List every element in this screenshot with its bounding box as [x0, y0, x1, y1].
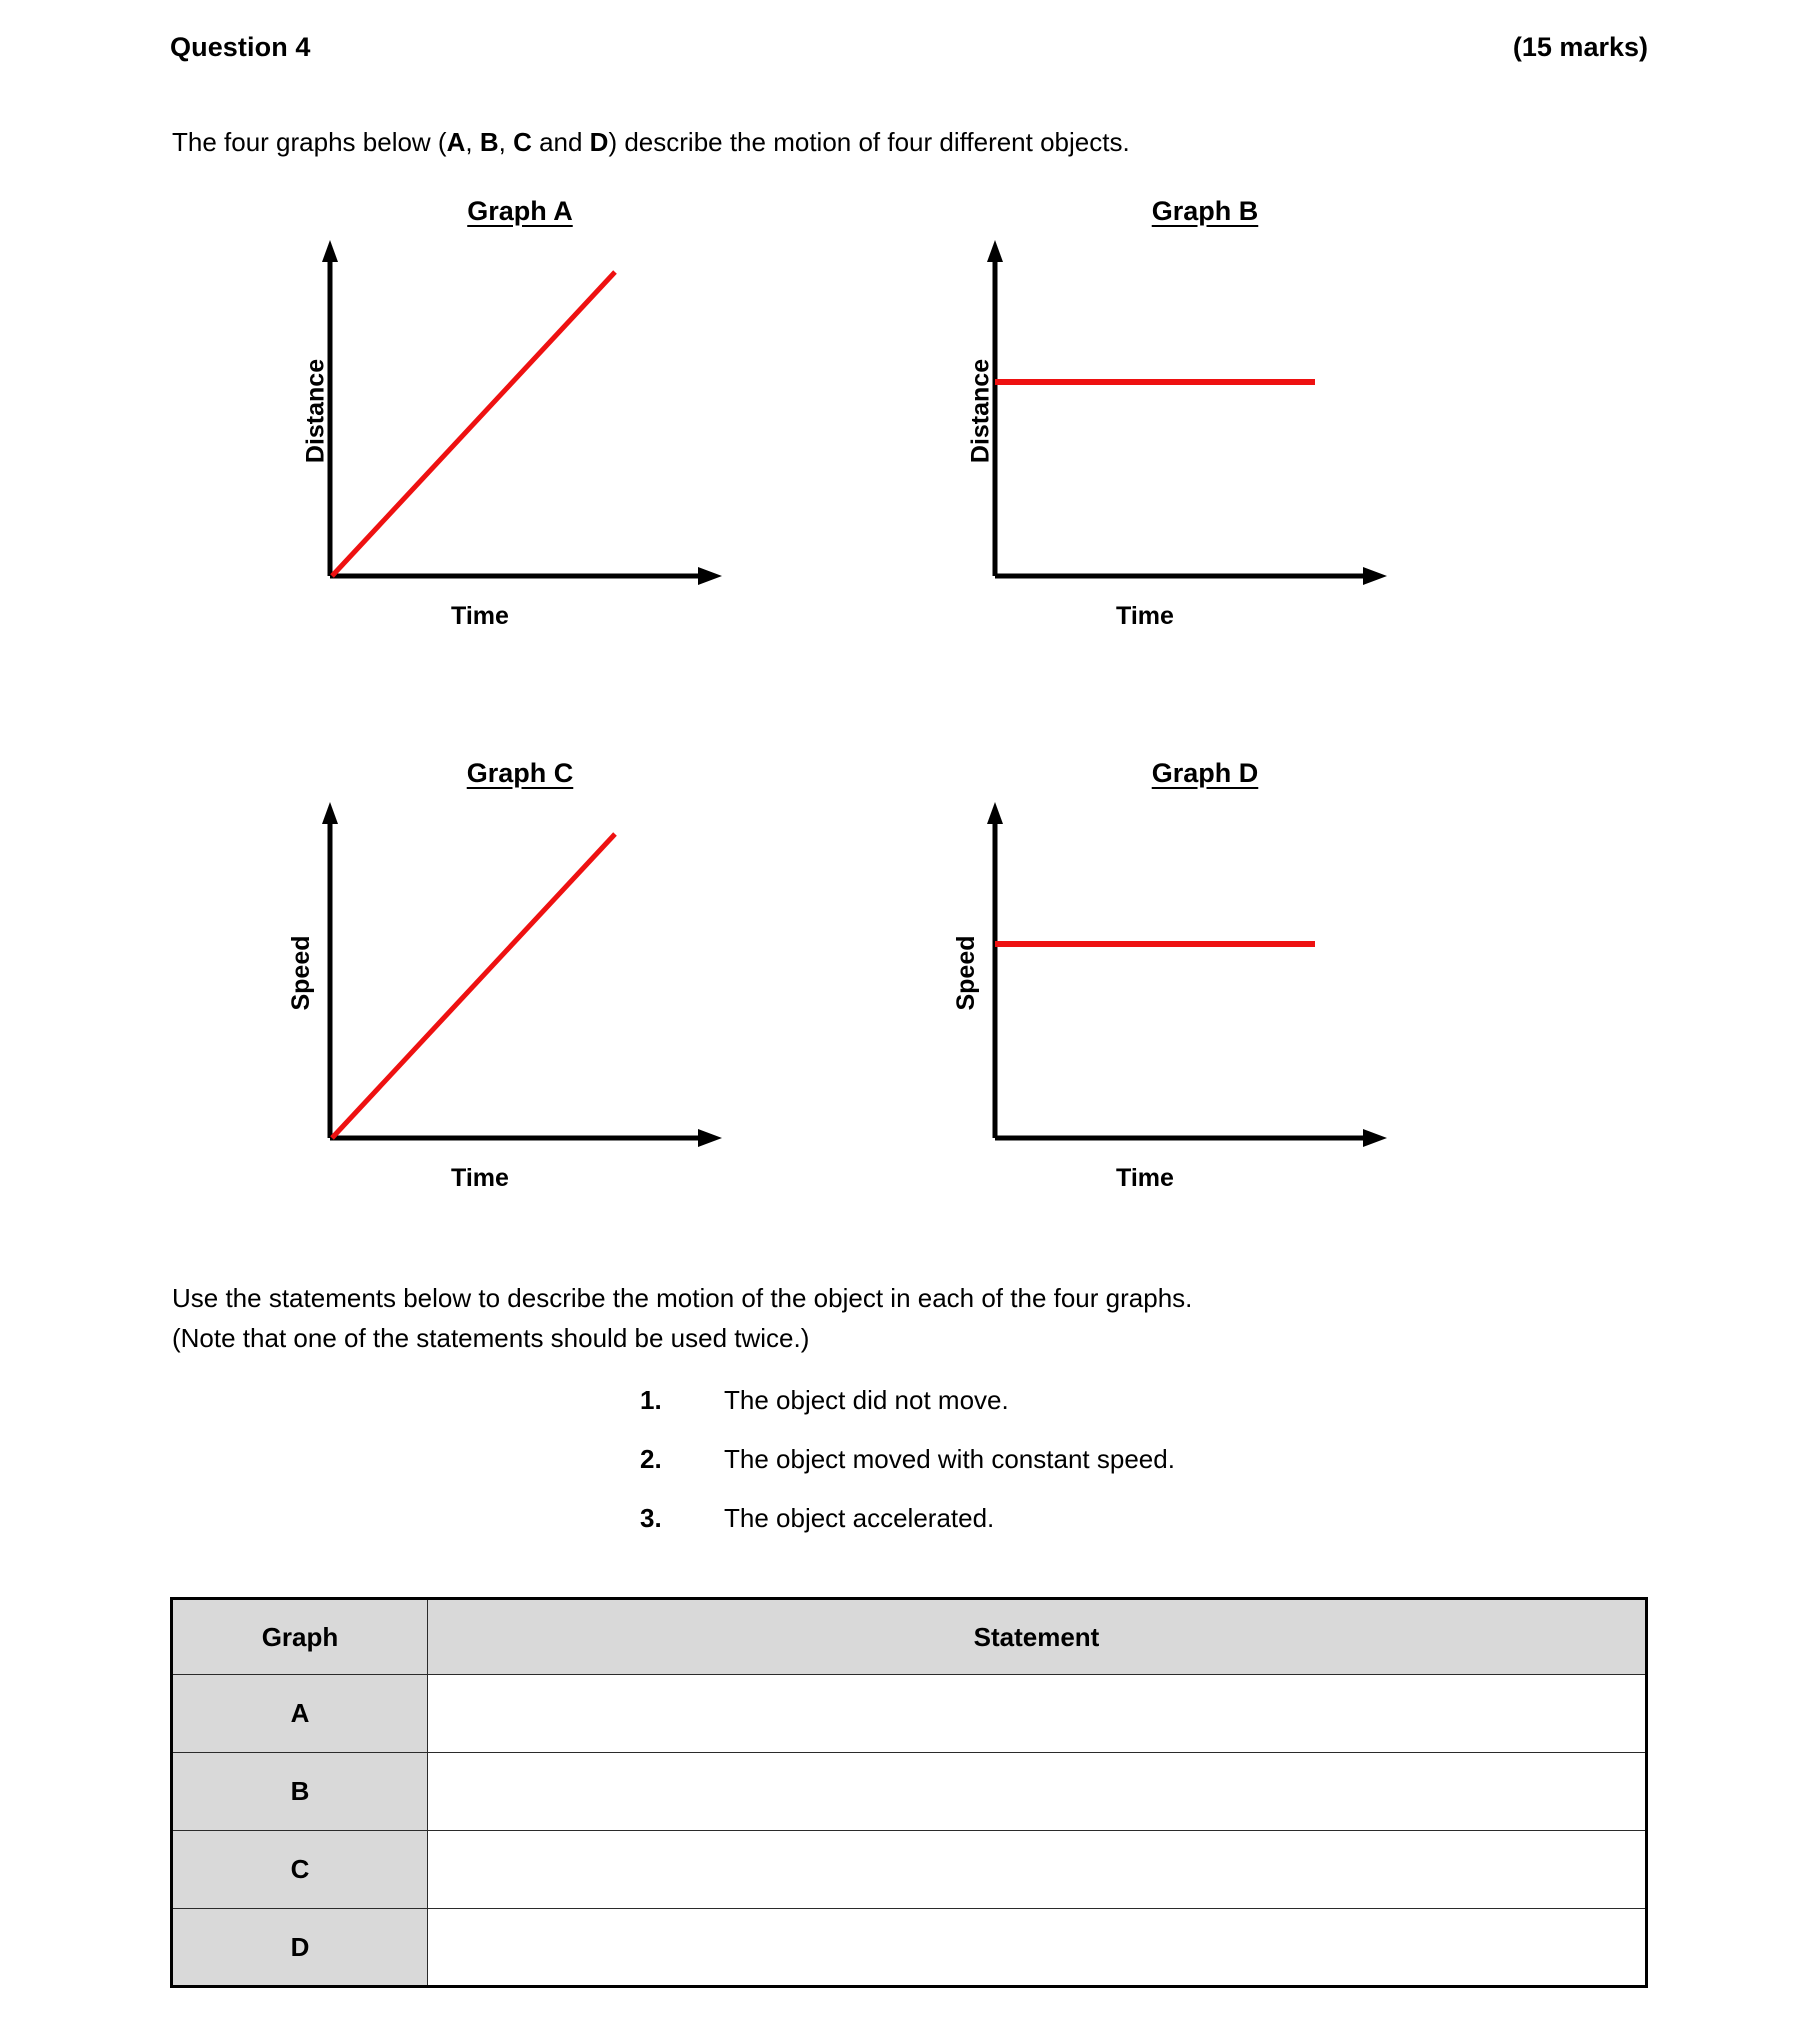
graphs-container: [0, 196, 1818, 1192]
x-axis-arrowhead: [698, 1129, 722, 1147]
graph-a-xlabel: Time: [451, 602, 509, 630]
table-row: [172, 1909, 1647, 1987]
graph-b-title: Graph B: [1151, 196, 1259, 226]
graph-row-top: [0, 196, 1818, 630]
graph-c-xlabel: Time: [451, 1164, 509, 1192]
row-label-a: A: [172, 1675, 428, 1753]
x-axis-arrowhead: [1363, 1129, 1387, 1147]
graph-a-plot: [301, 236, 730, 630]
y-axis-arrowhead: [322, 802, 338, 824]
table-body: [172, 1675, 1647, 1987]
graph-c-data-line: [332, 834, 615, 1138]
intro-sep-2: ,: [498, 127, 514, 157]
answer-field-c[interactable]: [428, 1831, 1647, 1909]
y-axis-arrowhead: [987, 802, 1003, 824]
statement-text: The object accelerated.: [724, 1503, 995, 1533]
intro-text-part2: ) describe the motion of four different objects.: [608, 127, 1130, 157]
table-header-row: [172, 1599, 1647, 1675]
graph-b-ylabel: Distance: [966, 358, 995, 464]
intro-sep-1: ,: [465, 127, 480, 157]
graph-c-title: Graph C: [466, 758, 574, 788]
x-axis-arrowhead: [1363, 567, 1387, 585]
column-header-graph: Graph: [172, 1599, 428, 1675]
column-header-statement: Statement: [428, 1599, 1647, 1675]
statement-text: The object did not move.: [724, 1385, 1009, 1415]
graph-d-axes-svg: [985, 798, 1395, 1148]
graph-d-xlabel: Time: [1116, 1164, 1174, 1192]
table-head: [172, 1599, 1647, 1675]
statement-number: 1.: [640, 1385, 662, 1415]
graph-d-plot: [952, 798, 1395, 1192]
answer-field-a[interactable]: [428, 1675, 1647, 1753]
marks-label: (15 marks): [1512, 32, 1648, 62]
answer-field-b[interactable]: [428, 1753, 1647, 1831]
graph-a-axes-svg: [320, 236, 730, 586]
table-row: [172, 1831, 1647, 1909]
intro-label-b: B: [479, 127, 499, 157]
list-item: [640, 1503, 1540, 1534]
graph-c-ylabel: Speed: [287, 935, 316, 1011]
graph-d-title: Graph D: [1151, 758, 1259, 788]
statement-text: The object moved with constant speed.: [724, 1444, 1175, 1474]
graph-c-axes-svg: [320, 798, 730, 1148]
intro-paragraph: [172, 125, 1652, 160]
graph-b-xlabel: Time: [1116, 602, 1174, 630]
question-header: [170, 32, 1648, 63]
intro-text-part1: The four graphs below (: [172, 127, 447, 157]
row-label-c: C: [172, 1831, 428, 1909]
row-label-d: D: [172, 1909, 428, 1987]
intro-sep-3: and: [531, 127, 590, 157]
table-row: [172, 1753, 1647, 1831]
table-row: [172, 1675, 1647, 1753]
statement-number: 3.: [640, 1503, 662, 1533]
statement-number: 2.: [640, 1444, 662, 1474]
x-axis-arrowhead: [698, 567, 722, 585]
graph-row-bottom: [0, 758, 1818, 1192]
intro-label-c: C: [513, 127, 532, 157]
instructions-line-1: Use the statements below to describe the motion of the object in each of the four graphs.: [172, 1283, 1193, 1313]
graph-b: [945, 196, 1585, 630]
row-label-b: B: [172, 1753, 428, 1831]
answer-field-d[interactable]: [428, 1909, 1647, 1987]
graph-a: [280, 196, 920, 630]
intro-label-d: D: [589, 127, 609, 157]
list-item: [640, 1444, 1540, 1475]
intro-label-a: A: [446, 127, 466, 157]
graph-b-plot: [966, 236, 1395, 630]
graph-d-ylabel: Speed: [952, 935, 981, 1011]
page-title: Question 4: [170, 32, 311, 62]
y-axis-arrowhead: [987, 240, 1003, 262]
y-axis-arrowhead: [322, 240, 338, 262]
graph-b-axes-svg: [985, 236, 1395, 586]
graph-c-plot: [287, 798, 730, 1192]
instructions-line-2: (Note that one of the statements should be used twice.): [172, 1323, 810, 1354]
graph-a-ylabel: Distance: [301, 358, 330, 464]
answer-table: [170, 1597, 1648, 1988]
list-item: [640, 1385, 1540, 1416]
statements-list: [640, 1385, 1540, 1562]
graph-d: [945, 758, 1585, 1192]
graph-a-data-line: [332, 272, 615, 576]
graph-c: [280, 758, 920, 1192]
instructions-block: [172, 1278, 1652, 1359]
graph-a-title: Graph A: [467, 196, 573, 226]
